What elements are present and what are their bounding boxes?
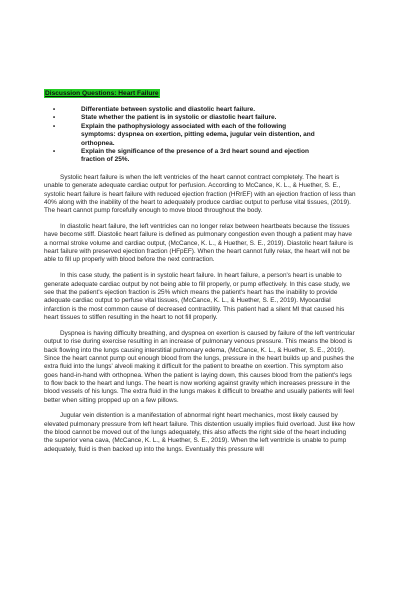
bullet-icon: •: [53, 107, 56, 113]
question-text: State whether the patient is in systolic or diastolic heart failure.: [81, 114, 277, 122]
list-item: [44, 114, 356, 122]
body-paragraph: Dyspnea is having difficulty breathing, and dyspnea on exertion is caused by failure of the left ventricular output to rise during exercise resulting in an increase of pulmonary venous pressure. This means the blood is back flowing into the lungs causing interstitial pulmonary edema, (McCance, K. L., & Huether, S. E., 2019). Since the heart cannot pump out enough blood from the lungs, pressure in the heart builds up and pushes the extra fluid into the lungs' alveoli making it difficult for the patient to breathe on exertion. This symptom also goes hand-in-hand with orthopnea. When the patient is laying down, this causes blood from the patient's legs to flow back to the heart and lungs. The heart is now working against gravity which increases pressure in the blood vessels of his lungs. The extra fluid in the lungs makes it difficult to breathe and usually patients will feel better when sitting propped up on a few pillows.: [44, 329, 355, 404]
list-item: [44, 106, 356, 114]
list-item: [44, 123, 356, 148]
bullet-icon: •: [53, 149, 56, 156]
body-paragraph: In this case study, the patient is in systolic heart failure. In heart failure, a person's heart is unable to generate adequate cardiac output by not being able to fill properly, or pump effectively. In this case study, we see that the patient's ejection fraction is 25% which means the patient's heart has the inability to provide adequate cardiac output to perfuse vital tissues, (McCance, K. L., & Huether, S. E., 2019). Myocardial infarction is the most common cause of decreased contractility. This patient had a silent MI that caused his heart tissues to stiffen resulting in the heart to not fill properly.: [44, 272, 351, 321]
discussion-question-list: [44, 106, 356, 165]
bullet-icon: •: [53, 115, 56, 122]
section-heading: Discussion Questions: Heart Failure: [45, 90, 159, 97]
body-paragraph: Systolic heart failure is when the left ventricles of the heart cannot contract completely. The heart is unable to generate adequate cardiac output for perfusion. According to McCance, K. L., & Huether, S. E., systolic heart failure is heart failure with reduced ejection fraction (HRrEF) with an ejection fraction of less than 40% along with the inability of the heart to adequately produce cardiac output to perfuse vital tissues, (2019). The heart cannot pump forcefully enough to move blood throughout the body.: [44, 173, 356, 215]
question-text: Explain the significance of the presence of a 3rd heart sound and ejection fraction of 25%.: [81, 148, 309, 164]
body-paragraph: Jugular vein distention is a manifestation of abnormal right heart mechanics, most likely caused by elevated pulmonary pressure from left heart failure. This distention usually implies fluid overload. Just like how the blood cannot be moved out of the lungs adequately, this also affects the right side of the heart including the superior vena cava, (McCance, K. L., & Huether, S. E., 2019). When the left ventricle is unable to pump adequately, fluid is then backed up into the lungs. Eventually this pressure will: [44, 412, 355, 453]
question-text: Differentiate between systolic and diastolic heart failure.: [81, 106, 256, 113]
bullet-icon: •: [53, 123, 56, 130]
question-text: Explain the pathophysiology associated with each of the following symptoms: dyspnea on exertion, pitting edema, jugular vein distention, and orthopnea.: [81, 122, 315, 147]
body-paragraph: In diastolic heart failure, the left ventricles can no longer relax between heartbeats because the tissues have become stiff. Diastolic heart failure is defined as pulmonary congestion even though a patient may have a normal stroke volume and cardiac output, (McCance, K. L., & Huether, S. E., 2019). Diastolic heart failure is heart failure with preserved ejection fraction (HFpEF). When the heart cannot fully relax, the heart will not be able to fill up properly with blood before the next contraction.: [44, 223, 354, 264]
list-item: [44, 148, 356, 165]
